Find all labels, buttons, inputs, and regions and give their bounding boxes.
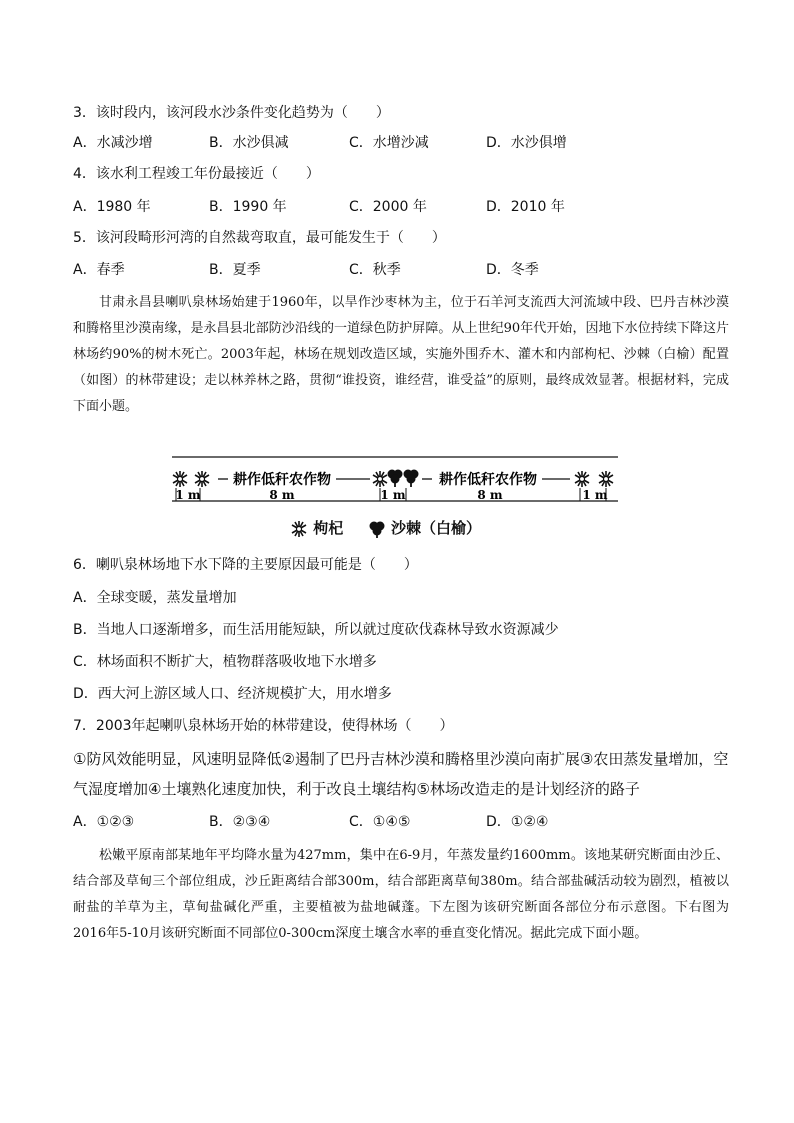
q6-option-d: D．西大河上游区域人口、经济规模扩大，用水增多 xyxy=(73,686,392,702)
q7-option-b: B．②③④ xyxy=(209,814,271,830)
shaji-icon xyxy=(404,470,419,488)
gouqi-icon xyxy=(575,471,589,487)
q5-option-b: B．夏季 xyxy=(209,262,261,278)
q5-option-a: A．春季 xyxy=(73,262,125,278)
q3-stem: 3．该时段内，该河段水沙条件变化趋势为（ ） xyxy=(73,105,390,121)
q6-option-b: B．当地人口逐渐增多，而生活用能短缺，所以就过度砍伐森林导致水资源减少 xyxy=(73,622,559,638)
gouqi-icon xyxy=(290,520,308,538)
width-label-8m: 8 m xyxy=(477,488,503,502)
material-paragraph-2 xyxy=(73,843,729,947)
q6-option-a: A．全球变暖，蒸发量增加 xyxy=(73,590,237,606)
q3-option-c: C．水增沙减 xyxy=(349,135,429,151)
material-1-text: 甘肃永昌县喇叭泉林场始建于1960年，以旱作沙枣林为主，位于石羊河支流西大河流域中段、巴丹吉林沙漠和腾格里沙漠南缘，是永昌县北部防沙沿线的一道绿色防护屏障。从上世纪90年代开始，因地下水位持续下降这片林场约90%的树木死亡。2003年起，林场在规划改造区域，实施外围乔木、灌木和内部枸杞、沙棘（白榆）配置（如图）的林带建设；走以林养林之路，贯彻“谁投资，谁经营，谁受益”的原则，最终成效显著。根据材料，完成下面小题。 xyxy=(73,295,729,414)
q6-option-c: C．林场面积不断扩大，植物群落吸收地下水增多 xyxy=(73,654,377,670)
q7-statements: ①防风效能明显，风速明显降低②遏制了巴丹吉林沙漠和腾格里沙漠向南扩展③农田蒸发量增加，空气湿度增加④土壤熟化速度加快，利于改良土壤结构⑤林场改造走的是计划经济的路子 xyxy=(73,750,729,798)
gouqi-icon xyxy=(195,471,209,487)
gouqi-icon xyxy=(599,471,613,487)
q6-stem: 6．喇叭泉林场地下水下降的主要原因最可能是（ ） xyxy=(73,557,418,573)
q7-stem: 7．2003年起喇叭泉林场开始的林带建设，使得林场（ ） xyxy=(73,718,454,734)
shaji-icon xyxy=(388,470,403,488)
width-label-8m: 8 m xyxy=(269,488,295,502)
q5-option-c: C．秋季 xyxy=(349,262,401,278)
crop-label-2: 耕作低秆农作物 xyxy=(439,472,537,488)
material-paragraph-1 xyxy=(73,290,729,420)
diagram-legend xyxy=(290,517,481,538)
q4-option-a: A．1980 年 xyxy=(73,199,151,215)
q4-option-b: B．1990 年 xyxy=(209,199,287,215)
q3-option-a: A．水减沙增 xyxy=(73,135,153,151)
width-label-1m: 1 m xyxy=(582,488,608,502)
q4-option-c: C．2000 年 xyxy=(349,199,427,215)
legend-shaji-label: 沙棘（白榆） xyxy=(390,519,481,537)
width-label-1m: 1 m xyxy=(175,488,201,502)
q7-option-d: D．①②④ xyxy=(486,814,549,830)
q5-option-d: D．冬季 xyxy=(486,262,539,278)
gouqi-icon xyxy=(373,471,387,487)
legend-gouqi-label: 枸杞 xyxy=(313,519,344,537)
forest-belt-diagram xyxy=(170,455,620,505)
q7-option-c: C．①④⑤ xyxy=(349,814,411,830)
width-label-1m: 1 m xyxy=(380,488,406,502)
q4-stem: 4．该水利工程竣工年份最接近（ ） xyxy=(73,166,320,182)
crop-label-1: 耕作低秆农作物 xyxy=(233,472,331,488)
q7-option-a: A．①②③ xyxy=(73,814,135,830)
q4-option-d: D．2010 年 xyxy=(486,199,565,215)
q3-option-d: D．水沙俱增 xyxy=(486,135,567,151)
gouqi-icon xyxy=(173,471,187,487)
q3-option-b: B．水沙俱减 xyxy=(209,135,289,151)
shaji-icon xyxy=(368,520,386,538)
material-2-text: 松嫩平原南部某地年平均降水量为427mm，集中在6-9月，年蒸发量约1600mm。该地某研究断面由沙丘、结合部及草甸三个部位组成，沙丘距离结合部300m，结合部距离草甸380m。结合部盐碱活动较为剧烈，植被以耐盐的羊草为主，草甸盐碱化严重，主要植被为盐地碱蓬。下左图为该研究断面各部位分布示意图。下右图为2016年5-10月该研究断面不同部位0-300cm深度土壤含水率的垂直变化情况。据此完成下面小题。 xyxy=(73,848,729,941)
q5-stem: 5．该河段畸形河湾的自然裁弯取直，最可能发生于（ ） xyxy=(73,230,446,246)
